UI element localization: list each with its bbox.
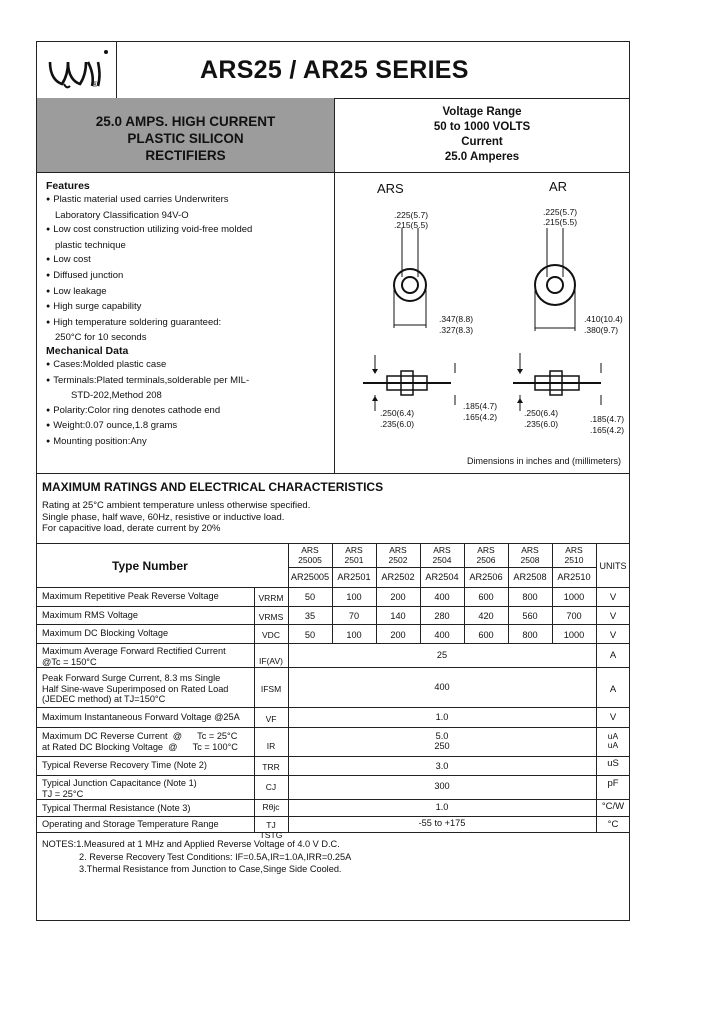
row-divider	[36, 756, 630, 757]
row-unit: °C	[607, 819, 619, 830]
label-line: Peak Forward Surge Current, 8.3 ms Single	[42, 673, 221, 683]
row-unit	[596, 732, 630, 750]
company-logo	[44, 48, 116, 94]
header-line: 25005	[298, 555, 322, 565]
footnote: 3.Thermal Resistance from Junction to Case,Singe Side Cooled.	[79, 864, 342, 874]
product-description	[37, 113, 334, 164]
table-cell: 420	[478, 611, 494, 621]
product-line: RECTIFIERS	[145, 148, 226, 163]
table-cell	[288, 731, 596, 751]
table-cell: 400	[434, 592, 450, 602]
table-cell: 1.0	[435, 712, 449, 722]
column-header	[464, 545, 508, 565]
type-number-header: Type Number	[112, 559, 188, 573]
dim-label: .327(8.3)	[439, 325, 474, 335]
dim-label: .225(5.7)	[543, 207, 578, 217]
features-heading: Features	[46, 180, 90, 192]
table-cell: 70	[348, 611, 360, 621]
voltage-line: Current	[461, 136, 503, 148]
divider	[36, 473, 630, 474]
header-line: ARS	[389, 545, 407, 555]
list-item: ● Low cost construction utilizing void-free molded	[46, 223, 252, 239]
column-header	[552, 545, 596, 565]
column-header-ar: AR2501	[337, 572, 371, 582]
registered-mark: ®	[92, 80, 98, 89]
header-line: ARS	[521, 545, 539, 555]
dim-label: .235(6.0)	[524, 419, 559, 429]
table-cell: 25	[436, 650, 448, 660]
row-label: Maximum DC Blocking Voltage	[42, 628, 169, 638]
row-symbol: VF	[265, 714, 277, 724]
list-item: ● Weight:0.07 ounce,1.8 grams	[46, 419, 249, 435]
row-divider	[36, 707, 630, 708]
row-symbol: VRRM	[258, 593, 284, 603]
column-header-ar: AR25005	[290, 572, 330, 582]
table-cell: 280	[434, 611, 450, 621]
page-title: ARS25 / AR25 SERIES	[200, 56, 469, 84]
row-divider	[36, 775, 630, 776]
row-divider	[36, 727, 630, 728]
row-unit: A	[609, 684, 617, 695]
header-line: ARS	[565, 545, 583, 555]
column-header-ar: AR2508	[513, 572, 547, 582]
table-cell: 200	[390, 592, 406, 602]
label-line: TJ = 25°C	[42, 788, 84, 799]
row-label	[42, 673, 228, 705]
header-line: 2506	[476, 555, 496, 565]
row-symbol: IR	[266, 741, 276, 751]
row-symbol: Rθjc	[262, 802, 280, 812]
column-header	[420, 545, 464, 565]
dim-label: .235(6.0)	[380, 419, 415, 429]
dim-label: .165(4.2)	[463, 412, 498, 422]
row-symbol: TRR	[262, 762, 280, 772]
row-divider	[36, 606, 630, 607]
table-cell: 100	[346, 592, 362, 602]
ratings-heading: MAXIMUM RATINGS AND ELECTRICAL CHARACTERISTICS	[42, 480, 384, 494]
label-line: Maximum Average Forward Rectified Current	[42, 646, 226, 656]
table-cell: 1000	[563, 630, 585, 640]
ratings-note: Single phase, half wave, 60Hz, resistive or inductive load.	[42, 511, 285, 523]
row-label	[42, 731, 238, 752]
ratings-notes	[42, 500, 310, 535]
table-cell: 3.0	[435, 761, 449, 771]
table-cell: 400	[434, 682, 450, 692]
row-label: Maximum RMS Voltage	[42, 610, 138, 620]
dim-label: .215(5.5)	[394, 220, 429, 230]
table-cell: 140	[390, 611, 406, 621]
row-unit: A	[609, 650, 617, 661]
table-cell: 700	[566, 611, 582, 621]
row-label: Typical Thermal Resistance (Note 3)	[42, 803, 191, 813]
row-divider	[36, 816, 630, 817]
value-line: 5.0	[435, 731, 449, 741]
table-cell: 800	[522, 630, 538, 640]
row-unit: °C/W	[601, 801, 625, 812]
dim-label: .225(5.7)	[394, 210, 429, 220]
list-item: Laboratory Classification 94V-O	[55, 209, 189, 221]
units-header: UNITS	[599, 561, 627, 571]
row-unit: V	[609, 630, 617, 641]
table-cell: 300	[434, 781, 450, 791]
row-label	[42, 778, 197, 799]
row-symbol: TJ TSTG	[259, 820, 283, 840]
row-label: Operating and Storage Temperature Range	[42, 819, 219, 829]
column-header-ar: AR2504	[425, 572, 459, 582]
mechanical-list	[46, 358, 249, 451]
voltage-line: 50 to 1000 VOLTS	[433, 121, 531, 133]
unit-line: uA	[607, 740, 619, 750]
list-item: ● Mounting position:Any	[46, 435, 249, 451]
dim-label: .250(6.4)	[380, 408, 415, 418]
row-unit: V	[609, 712, 617, 723]
table-cell: 600	[478, 592, 494, 602]
table-cell: 1.0	[435, 802, 449, 812]
header-line: ARS	[301, 545, 319, 555]
features-list	[46, 193, 252, 346]
column-header-ar: AR2506	[469, 572, 503, 582]
mechanical-heading: Mechanical Data	[46, 345, 129, 357]
row-label: Maximum Repetitive Peak Reverse Voltage	[42, 591, 219, 601]
row-label: Typical Reverse Recovery Time (Note 2)	[42, 760, 207, 770]
list-item: ● Low leakage	[46, 285, 252, 301]
label-line: (JEDEC method) at TJ=150°C	[42, 694, 166, 704]
footnotes	[42, 838, 351, 876]
list-item: ● Cases:Molded plastic case	[46, 358, 249, 374]
list-item: plastic technique	[55, 239, 126, 251]
list-item: ● Low cost	[46, 253, 252, 269]
header-line: 2510	[564, 555, 584, 565]
list-item: ● Plastic material used carries Underwriters	[46, 193, 252, 209]
ar-label: AR	[549, 179, 568, 194]
column-header-ar: AR2502	[381, 572, 415, 582]
dim-label: .347(8.8)	[439, 314, 474, 324]
voltage-line: 25.0 Amperes	[444, 151, 520, 163]
row-divider	[36, 799, 630, 800]
footnote: 2. Reverse Recovery Test Conditions: IF=0.5A,IR=1.0A,IRR=0.25A	[79, 851, 352, 862]
dim-label: .185(4.7)	[463, 401, 498, 411]
voltage-line: Voltage Range	[442, 106, 522, 118]
header-line: ARS	[345, 545, 363, 555]
column-header	[508, 545, 552, 565]
row-label	[42, 646, 226, 667]
voltage-range-block	[335, 105, 629, 165]
list-item: ● Diffused junction	[46, 269, 252, 285]
footnote: NOTES:1.Measured at 1 MHz and Applied Reverse Voltage of 4.0 V D.C.	[42, 839, 340, 849]
col-divider	[254, 587, 255, 832]
label-line: Maximum DC Reverse Current @ Tc = 25°C	[42, 731, 238, 741]
table-cell: 600	[478, 630, 494, 640]
label-line: Half Sine-wave Superimposed on Rated Load	[42, 683, 229, 694]
row-divider	[36, 667, 630, 668]
row-divider	[36, 543, 630, 544]
row-symbol: VRMS	[258, 612, 284, 622]
row-symbol: IF(AV)	[259, 656, 283, 666]
dim-label: .250(6.4)	[524, 408, 559, 418]
divider	[116, 41, 117, 98]
table-cell: -55 to +175	[418, 818, 466, 828]
header-line: 2502	[388, 555, 408, 565]
dimensions-note: Dimensions in inches and (millimeters)	[467, 456, 622, 466]
table-cell: 50	[304, 592, 316, 602]
dim-label: .185(4.7)	[590, 414, 625, 424]
dim-label: .380(9.7)	[584, 325, 619, 335]
label-line: Typical Junction Capacitance (Note 1)	[42, 778, 197, 788]
list-item: ● High surge capability	[46, 300, 252, 316]
label-line: @Tc = 150°C	[42, 656, 97, 667]
ratings-note: Rating at 25°C ambient temperature unless otherwise specified.	[42, 500, 311, 511]
header-line: 2504	[432, 555, 452, 565]
column-header	[376, 545, 420, 565]
header-line: 2501	[344, 555, 364, 565]
row-symbol: VDC	[262, 630, 280, 640]
table-cell: 1000	[563, 592, 585, 602]
header-line: 2508	[520, 555, 540, 565]
dim-label: .215(5.5)	[543, 217, 578, 227]
table-cell: 560	[522, 611, 538, 621]
list-item: ● High temperature soldering guaranteed:	[46, 316, 252, 332]
row-unit: pF	[607, 778, 619, 789]
row-label: Maximum Instantaneous Forward Voltage @25A	[42, 712, 240, 722]
row-divider	[36, 643, 630, 644]
row-divider	[288, 567, 596, 568]
list-item: ● Polarity:Color ring denotes cathode end	[46, 404, 249, 420]
value-line: 250	[434, 741, 450, 751]
table-cell: 50	[304, 630, 316, 640]
column-header-ar: AR2510	[557, 572, 591, 582]
table-cell: 200	[390, 630, 406, 640]
row-divider	[36, 832, 630, 833]
header-line: ARS	[433, 545, 451, 555]
list-item: STD-202,Method 208	[71, 390, 162, 402]
table-cell: 35	[304, 611, 316, 621]
product-line: 25.0 AMPS. HIGH CURRENT	[95, 114, 276, 129]
row-divider	[36, 587, 630, 588]
product-line: PLASTIC SILICON	[127, 131, 244, 146]
table-cell: 800	[522, 592, 538, 602]
row-unit: uS	[607, 758, 619, 769]
dim-label: .165(4.2)	[590, 425, 625, 435]
row-divider	[36, 624, 630, 625]
ratings-note: For capacitive load, derate current by 20%	[42, 523, 221, 534]
row-unit: V	[609, 611, 617, 622]
ars-label: ARS	[377, 181, 404, 196]
row-symbol: IFSM	[260, 684, 282, 694]
label-line: at Rated DC Blocking Voltage @ Tc = 100°C	[42, 741, 238, 752]
table-cell: 400	[434, 630, 450, 640]
table-cell: 100	[346, 630, 362, 640]
column-header	[288, 545, 332, 565]
column-header	[332, 545, 376, 565]
dim-label: .410(10.4)	[584, 314, 623, 324]
unit-line: uA	[607, 731, 619, 741]
row-symbol: CJ	[265, 782, 277, 792]
list-item: 250°C for 10 seconds	[55, 332, 147, 344]
header-line: ARS	[477, 545, 495, 555]
list-item: ● Terminals:Plated terminals,solderable per MIL-	[46, 374, 249, 390]
row-unit: V	[609, 592, 617, 603]
